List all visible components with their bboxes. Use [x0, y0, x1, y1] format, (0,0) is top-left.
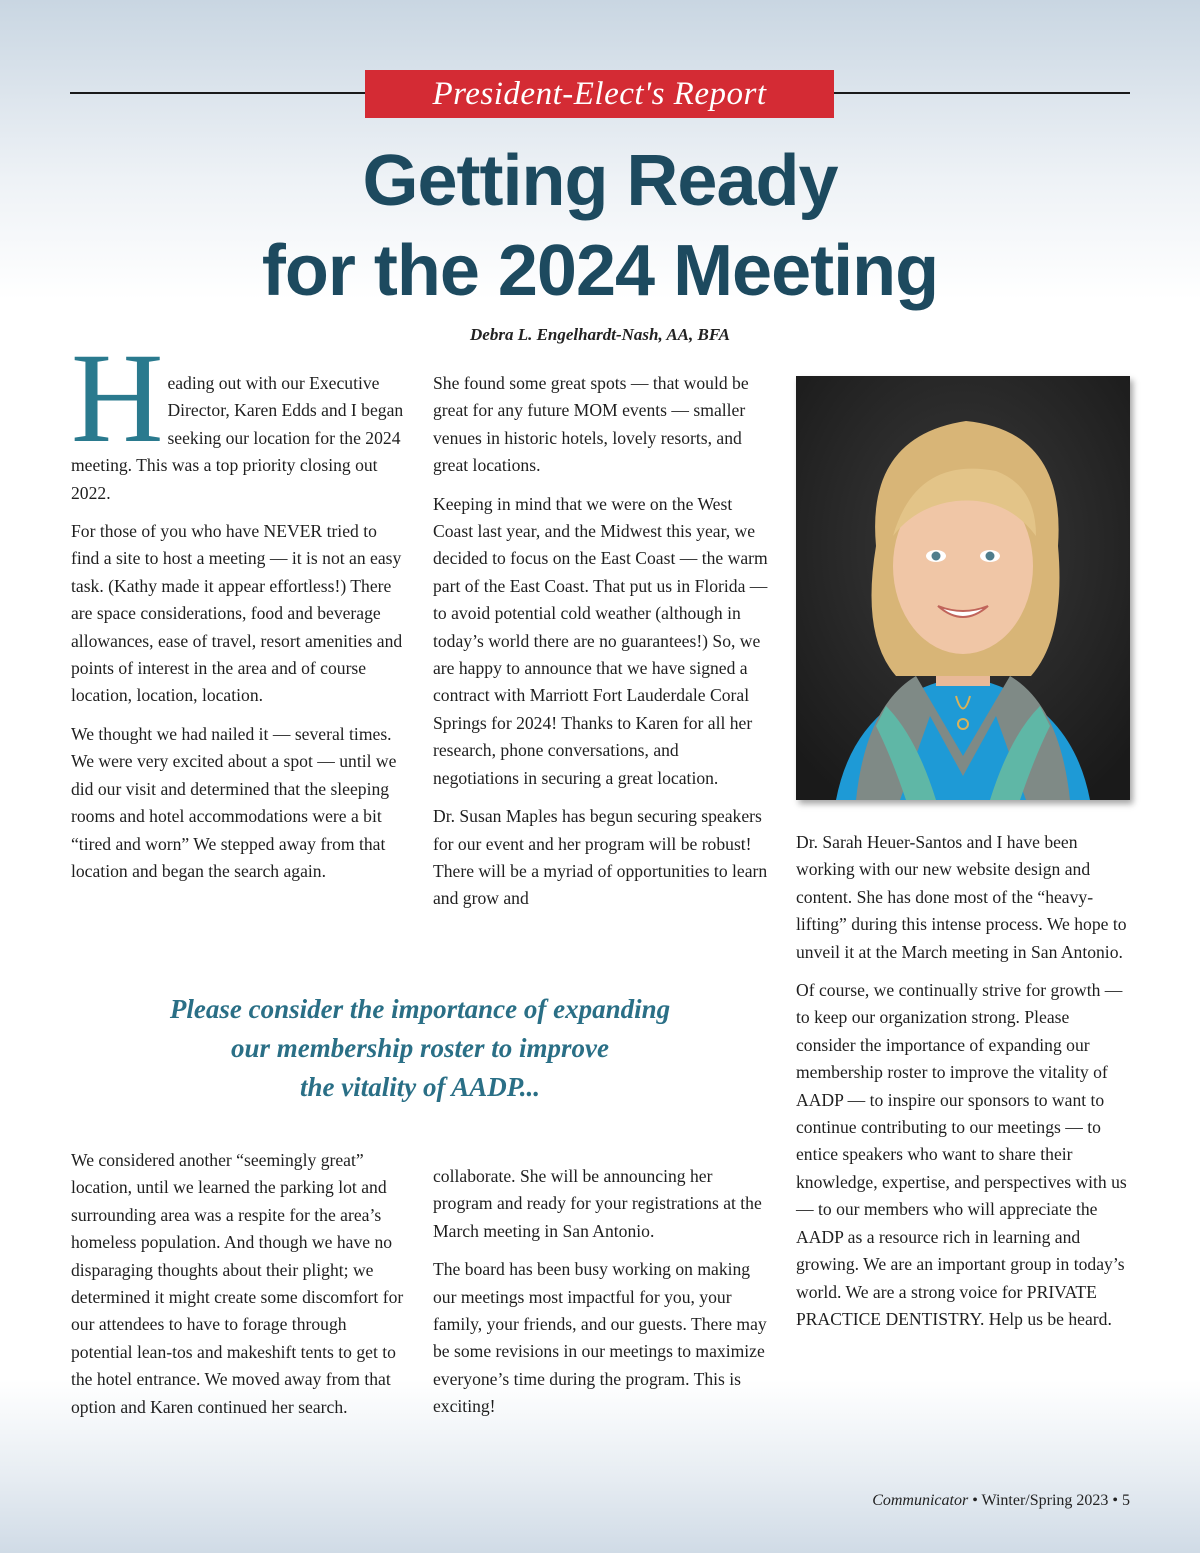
article-column-1: [71, 327, 407, 896]
page-title: [0, 136, 1200, 316]
pull-quote-line: Please consider the importance of expanding: [169, 994, 671, 1024]
title-line-2: for the 2024 Meeting: [261, 231, 939, 311]
paragraph: She found some great spots — that would be great for any future MOM events — smaller venues in historic hotels, lovely resorts, and great locations.: [433, 373, 749, 476]
paragraph: Keeping in mind that we were on the West Coast last year, and the Midwest this year, we decided to focus on the East Coast — the warm part of the East Coast. That put us in Florida — to avoid potential cold weather (although in today’s world there are no guarantees!) So, we are happy to announce that we have signed a contract with Marriott Fort Lauderdale Coral Springs for 2024! Thanks to Karen for all her research, phone conversations, and negotiations in securing a great location.: [433, 493, 768, 788]
byline: Debra L. Engelhardt-Nash, AA, BFA: [470, 325, 730, 344]
paragraph: Dr. Susan Maples has begun securing speakers for our event and her program will be robust! There will be a myriad of opportunities to learn and grow and: [433, 806, 768, 909]
section-banner: President-Elect's Report: [365, 70, 834, 118]
article-column-4: [71, 1147, 407, 1432]
paragraph: [71, 327, 407, 507]
article-column-2: [433, 370, 769, 924]
title-line-1: Getting Ready: [362, 141, 838, 221]
publication-name: Communicator: [872, 1492, 969, 1509]
paragraph: For those of you who have NEVER tried to find a site to host a meeting — it is not an easy task. (Kathy made it appear effortless!) There are space considerations, food and beverage allowances, ease of travel, resort amenities and points of interest in the area and of course location, location, location.: [71, 521, 403, 706]
paragraph: The board has been busy working on making our meetings most impactful for you, your family, your friends, and our guests. There may be some revisions in our meetings to maximize everyone’s time during the program. This is exciting!: [433, 1259, 767, 1417]
paragraph: Of course, we continually strive for growth — to keep our organization strong. Please consider the importance of expanding our membership roster to improve the vitality of AADP — to inspire our sponsors to want to continue contributing to our meetings — to entice speakers who want to share their knowledge, expertise, and perspectives with us — to our members who will appreciate the AADP as a resource rich in learning and growing. We are an important group in today’s world. We are a strong voice for PRIVATE PRACTICE DENTISTRY. Help us be heard.: [796, 980, 1127, 1329]
paragraph: collaborate. She will be announcing her program and ready for your registrations at the March meeting in San Antonio.: [433, 1166, 762, 1241]
paragraph-text: eading out with our Executive Director, Karen Edds and I began seeking our location for the 2024 meeting. This was a top priority closing out 2022.: [71, 373, 404, 503]
page-footer: [700, 1492, 1130, 1510]
portrait-illustration: [796, 376, 1130, 800]
author-photo: [796, 376, 1130, 800]
paragraph: We thought we had nailed it — several times. We were very excited about a spot — until we did our visit and determined that the sleeping rooms and hotel accommodations were a bit “tired and worn” We stepped away from that location and began the search again.: [71, 723, 397, 881]
paragraph: Dr. Sarah Heuer-Santos and I have been working with our new website design and content. She has done most of the “heavy-lifting” during this intense process. We hope to unveil it at the March meeting in San Antonio.: [796, 832, 1127, 962]
pull-quote-line: the vitality of AADP...: [300, 1072, 540, 1102]
article-column-3: [796, 829, 1132, 1344]
issue-and-page: • Winter/Spring 2023 • 5: [968, 1492, 1130, 1509]
pull-quote-line: our membership roster to improve: [230, 1033, 609, 1063]
drop-cap: H: [71, 327, 164, 469]
paragraph: We considered another “seemingly great” location, until we learned the parking lot and surrounding area was a respite for the area’s homeless population. And though we have no disparaging thoughts about their plight; we determined it might create some discomfort for our attendees to have to forage through potential lean-tos and makeshift tents to get to the hotel entrance. We moved away from that option and Karen continued her search.: [71, 1150, 404, 1417]
article-column-5: [433, 1163, 769, 1432]
header-rule-left: [70, 92, 365, 94]
header-rule-right: [834, 92, 1130, 94]
pull-quote: [100, 990, 740, 1107]
